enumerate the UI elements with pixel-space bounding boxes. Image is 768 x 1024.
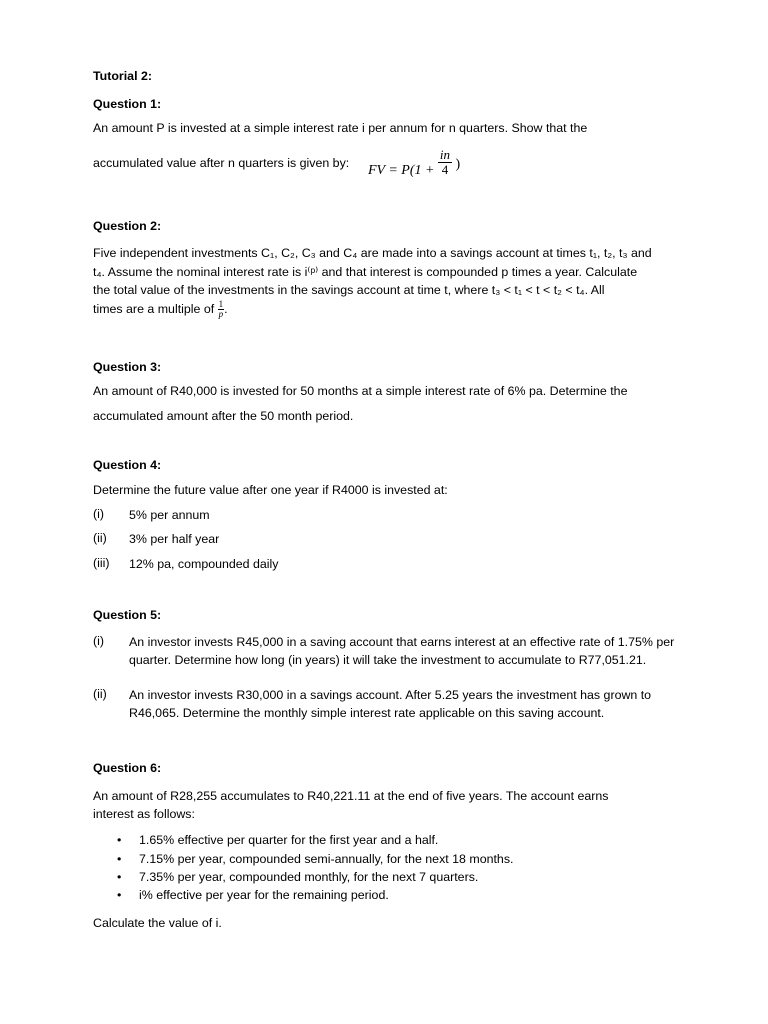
q1-line2: accumulated value after n quarters is given by:: [93, 156, 350, 170]
q4-item: [93, 531, 678, 549]
bullet-icon: •: [117, 833, 122, 847]
q6-bullet-text: 7.15% per year, compounded semi-annually, for the next 18 months.: [139, 852, 514, 866]
tutorial-title: Tutorial 2:: [93, 69, 152, 83]
q5-item-label: (ii): [93, 687, 107, 701]
q2-line4-end: .: [224, 302, 228, 316]
q6-bullet-item: [117, 888, 678, 902]
q4-item-text: 5% per annum: [129, 508, 210, 522]
q2-line3: the total value of the investments in the savings account at time t, where t₃ < t₁ < t < t₂ < t₄. All: [93, 283, 605, 297]
q6-intro-line1: An amount of R28,255 accumulates to R40,221.11 at the end of five years. The account earns: [93, 789, 609, 803]
q1-formula: [368, 148, 460, 177]
q4-item-label: (ii): [93, 531, 107, 545]
q1-heading: Question 1:: [93, 97, 162, 111]
q1-formula-den: 4: [441, 162, 449, 177]
q2-frac-den: p: [218, 309, 224, 320]
q1-formula-lhs: FV = P(1 +: [368, 162, 435, 178]
q3-heading: Question 3:: [93, 360, 162, 374]
q1-formula-close: ): [455, 156, 461, 172]
q6-intro-line2: interest as follows:: [93, 807, 195, 821]
q3-line1: An amount of R40,000 is invested for 50 months at a simple interest rate of 6% pa. Determine the: [93, 384, 628, 398]
q6-closing: Calculate the value of i.: [93, 916, 222, 930]
q5-item: [93, 687, 678, 722]
q1-line1: An amount P is invested at a simple interest rate i per annum for n quarters. Show that the: [93, 121, 588, 135]
q4-item-label: (iii): [93, 556, 110, 570]
q6-bullet-text: 7.35% per year, compounded monthly, for the next 7 quarters.: [139, 870, 479, 884]
bullet-icon: •: [117, 888, 122, 902]
q1-formula-fraction: [438, 148, 452, 177]
q3-line2: accumulated amount after the 50 month period.: [93, 409, 354, 423]
q4-item: [93, 556, 678, 574]
bullet-icon: •: [117, 870, 122, 884]
q5-item-label: (i): [93, 634, 105, 648]
q6-bullet-item: [117, 852, 678, 866]
q6-bullet-item: [117, 833, 678, 847]
q4-item-label: (i): [93, 507, 105, 521]
q4-heading: Question 4:: [93, 458, 162, 472]
q5-item-text: An investor invests R45,000 in a saving account that earns interest at an effective rate of 1.75% per quarter. Determine how long (in years) it will take the investment to accumulate to R77,051.21.: [129, 635, 675, 667]
q4-intro: Determine the future value after one year if R4000 is invested at:: [93, 483, 448, 497]
q2-line4: times are a multiple of: [93, 302, 215, 316]
q5-item-text: An investor invests R30,000 in a savings account. After 5.25 years the investment has grown to R46,065. Determine the monthly simple interest rate applicable on this saving account.: [129, 688, 652, 720]
q1-formula-num: in: [439, 147, 451, 162]
q6-bullet-text: 1.65% effective per quarter for the first year and a half.: [139, 833, 439, 847]
q4-item-text: 12% pa, compounded daily: [129, 557, 279, 571]
q5-heading: Question 5:: [93, 608, 162, 622]
q5-item: [93, 634, 678, 669]
q2-line4-row: [93, 300, 678, 319]
q4-item-text: 3% per half year: [129, 532, 220, 546]
q6-bullet-text: i% effective per year for the remaining period.: [139, 888, 389, 902]
q2-line2: t₄. Assume the nominal interest rate is i⁽ᵖ⁾ and that interest is compounded p times a year. Calculate: [93, 265, 638, 279]
q1-line2-row: [93, 148, 678, 182]
q4-item: [93, 507, 678, 525]
q6-heading: Question 6:: [93, 761, 162, 775]
q2-heading: Question 2:: [93, 219, 162, 233]
q2-line1: Five independent investments C₁, C₂, C₃ and C₄ are made into a savings account at times t₁, t₂, t₃ and: [93, 246, 652, 260]
bullet-icon: •: [117, 852, 122, 866]
q6-bullet-item: [117, 870, 678, 884]
q2-frac-num: 1: [218, 299, 224, 310]
